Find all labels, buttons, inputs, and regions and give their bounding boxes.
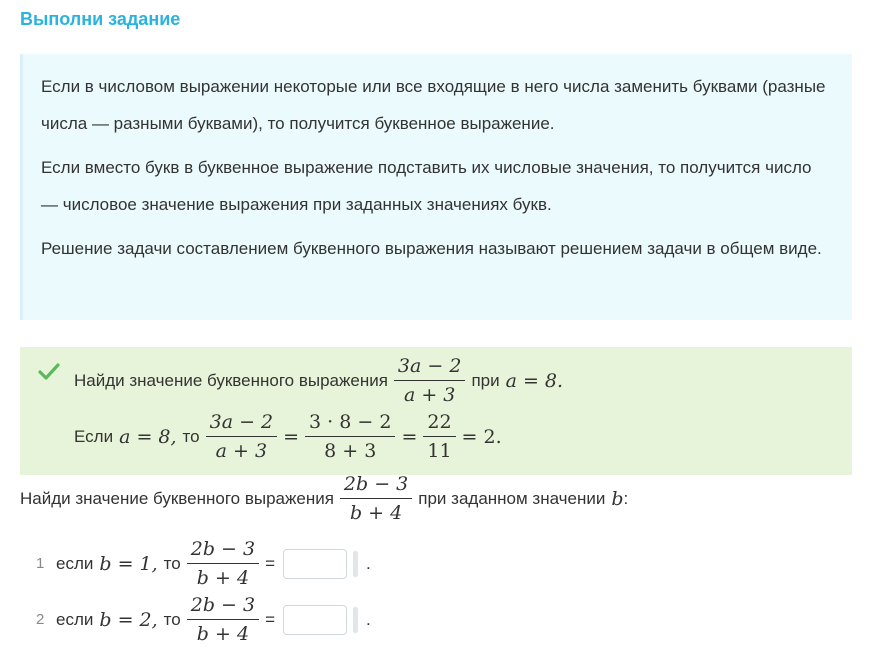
answer-input-2[interactable]	[283, 605, 347, 635]
example-fraction-substituted: $\frac{3 \cdot 8 - 2}{8 + 3}$	[305, 411, 395, 462]
theory-paragraph-1: Если в числовом выражении некоторые или все входящие в него числа заменить буквами (разные числа — разными буквами), то получится буквенное выражение.	[41, 77, 826, 133]
item-condition: b = 2,	[99, 608, 158, 631]
item-period: .	[366, 609, 371, 629]
item-equals: =	[265, 553, 276, 573]
item-fraction: $\frac{2b - 3}{b + 4}$	[187, 538, 259, 589]
item-if-word: если	[56, 553, 94, 573]
task-colon: :	[623, 488, 629, 508]
item-number: 2	[36, 611, 45, 628]
example-fraction-computed: $\frac{22}{11}$	[423, 411, 455, 462]
equals-sign: =	[401, 425, 418, 448]
page-title: Выполни задание	[20, 9, 181, 29]
item-number: 1	[36, 555, 45, 572]
example-at-word: при	[471, 370, 500, 390]
example-fraction-original: $\frac{3a - 2}{a + 3}$	[206, 411, 278, 462]
input-handle	[353, 551, 358, 577]
item-fraction: $\frac{2b - 3}{b + 4}$	[187, 594, 259, 645]
example-line-1	[74, 355, 563, 406]
example-then-word: то	[182, 426, 200, 446]
task-statement	[20, 473, 628, 524]
example-fraction: $\frac{3a - 2}{a + 3}$	[394, 355, 466, 406]
answer-input-1[interactable]	[283, 549, 347, 579]
task-item-1	[36, 538, 371, 589]
item-condition: b = 1,	[99, 552, 158, 575]
example-if-word: Если	[74, 426, 114, 446]
checkmark-icon	[38, 363, 60, 381]
example-substitution: a = 8,	[119, 425, 177, 448]
example-result: = 2.	[461, 425, 502, 448]
example-line-2	[74, 411, 502, 462]
item-equals: =	[265, 609, 276, 629]
example-box	[20, 347, 852, 475]
item-period: .	[366, 553, 371, 573]
theory-box	[20, 54, 852, 320]
item-if-word: если	[56, 609, 94, 629]
example-condition: a = 8.	[505, 369, 564, 392]
equals-sign: =	[283, 425, 300, 448]
task-text: Найди значение буквенного выражения	[20, 488, 334, 508]
example-question-text: Найди значение буквенного выражения	[74, 370, 388, 390]
item-then-word: то	[163, 553, 181, 573]
item-then-word: то	[163, 609, 181, 629]
task-variable: b	[611, 487, 624, 510]
input-handle	[353, 607, 358, 633]
task-item-2	[36, 594, 371, 645]
task-fraction: $\frac{2b - 3}{b + 4}$	[340, 473, 412, 524]
theory-paragraph-3: Решение задачи составлением буквенного выражения называют решением задачи в общем виде.	[41, 239, 822, 258]
theory-paragraph-2: Если вместо букв в буквенное выражение подставить их числовые значения, то получится число — числовое значение выражения при заданных значениях букв.	[41, 158, 812, 214]
task-suffix: при заданном значении	[418, 488, 606, 508]
